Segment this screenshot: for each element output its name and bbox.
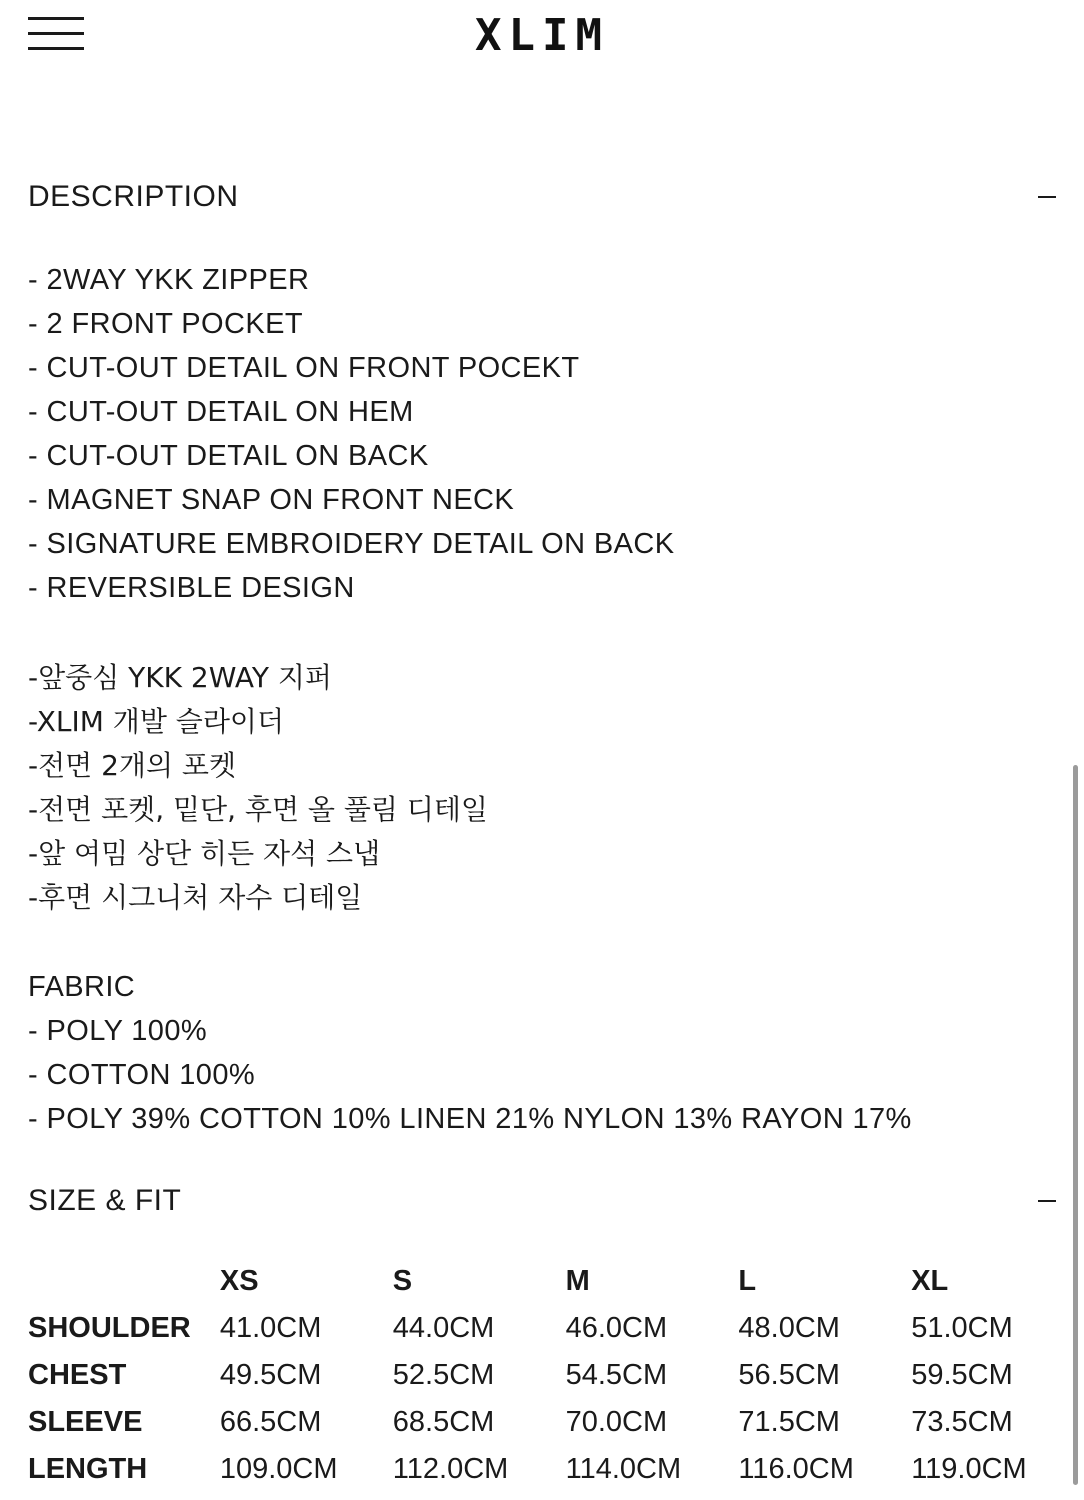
row-label: SHOULDER [28,1312,191,1344]
features-en-list [28,258,1068,610]
table-row [28,1399,1084,1446]
table-cell: 112.0CM [392,1453,509,1485]
table-cell: 109.0CM [219,1453,338,1485]
table-cell: 41.0CM [219,1312,322,1344]
table-cell: 114.0CM [565,1453,682,1485]
features-ko-list [28,656,1068,920]
collapse-minus-icon[interactable] [1038,196,1056,198]
table-cell: 49.5CM [219,1359,322,1391]
fabric-block [28,965,1068,1141]
vertical-scrollbar[interactable] [1073,765,1078,1485]
size-header: M [565,1265,590,1297]
row-label: LENGTH [28,1453,148,1485]
top-header [0,0,1084,70]
table-cell: 71.5CM [738,1406,840,1438]
size-header: XS [219,1265,259,1297]
size-header: S [392,1265,413,1297]
list-item: -전면 포켓, 밑단, 후면 올 풀림 디테일 [28,793,488,826]
list-item: - POLY 39% COTTON 10% LINEN 21% NYLON 13% RAYON 17% [28,1103,912,1135]
description-section-header[interactable] [28,176,1058,216]
list-item: - 2WAY YKK ZIPPER [28,264,310,296]
table-cell: 59.5CM [911,1359,1013,1391]
list-item: - REVERSIBLE DESIGN [28,572,355,604]
list-item: - MAGNET SNAP ON FRONT NECK [28,484,515,516]
size-table [28,1258,1084,1493]
table-row [28,1446,1084,1493]
table-cell: 73.5CM [911,1406,1013,1438]
table-cell: 44.0CM [392,1312,495,1344]
size-header: XL [911,1265,949,1297]
list-item: - CUT-OUT DETAIL ON FRONT POCEKT [28,352,580,384]
table-cell: 56.5CM [738,1359,840,1391]
brand-logo[interactable]: XLIM [475,10,609,61]
table-row [28,1352,1084,1399]
table-cell: 70.0CM [565,1406,668,1438]
list-item: -전면 2개의 포켓 [28,749,237,782]
table-cell: 119.0CM [911,1453,1027,1485]
collapse-minus-icon[interactable] [1038,1200,1056,1202]
table-cell: 116.0CM [738,1453,854,1485]
list-item: -앞중심 YKK 2WAY 지퍼 [28,661,332,694]
table-cell: 51.0CM [911,1312,1013,1344]
list-item: - CUT-OUT DETAIL ON HEM [28,396,414,428]
list-item: -XLIM 개발 슬라이더 [28,705,284,738]
table-cell: 68.5CM [392,1406,495,1438]
table-row [28,1305,1084,1352]
size-fit-section-header[interactable] [28,1180,1058,1220]
row-label: SLEEVE [28,1406,143,1438]
size-header: L [738,1265,757,1297]
description-title: DESCRIPTION [28,180,239,213]
table-cell: 46.0CM [565,1312,668,1344]
table-cell: 52.5CM [392,1359,495,1391]
table-cell: 66.5CM [219,1406,322,1438]
list-item: - 2 FRONT POCKET [28,308,303,340]
table-header-row [28,1258,1084,1305]
table-cell: 54.5CM [565,1359,668,1391]
list-item: - CUT-OUT DETAIL ON BACK [28,440,429,472]
list-item: - COTTON 100% [28,1059,256,1091]
table-cell: 48.0CM [738,1312,840,1344]
row-label: CHEST [28,1359,127,1391]
size-fit-title: SIZE & FIT [28,1184,182,1217]
list-item: -앞 여밈 상단 히든 자석 스냅 [28,837,381,870]
list-item: -후면 시그니처 자수 디테일 [28,881,363,914]
list-item: - POLY 100% [28,1015,208,1047]
list-item: - SIGNATURE EMBROIDERY DETAIL ON BACK [28,528,675,560]
fabric-title: FABRIC [28,971,136,1003]
